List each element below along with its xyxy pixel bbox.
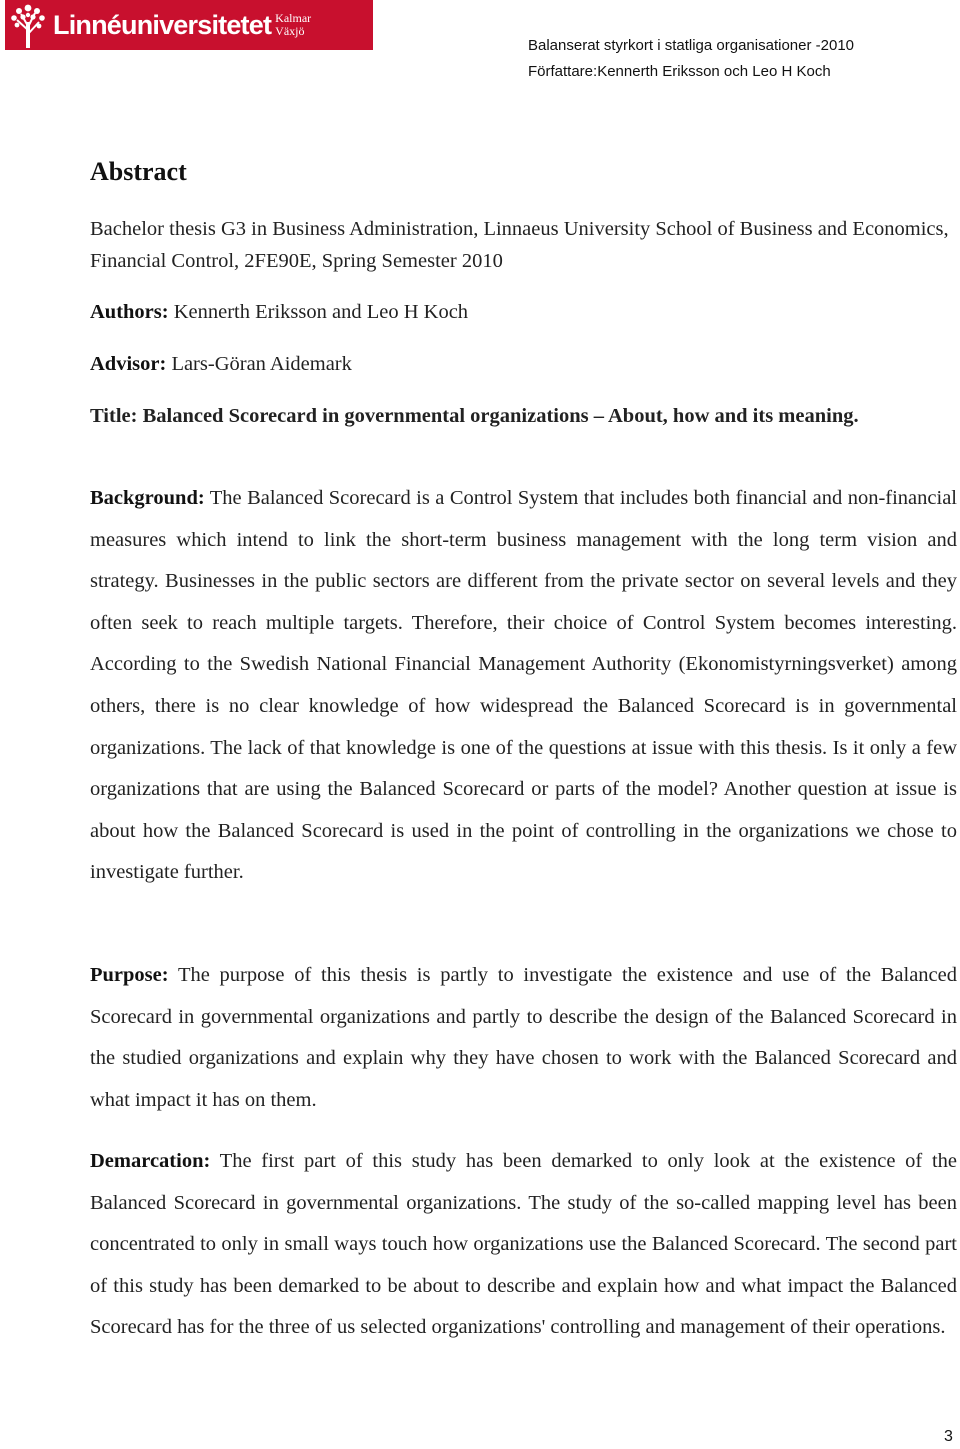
purpose-paragraph [90,955,957,1121]
demarcation-label: Demarcation: [90,1150,211,1172]
running-title: Balanserat styrkort i statliga organisationer -2010 [528,37,855,54]
running-header [528,33,854,85]
logo-city-kalmar: Kalmar [275,11,312,25]
background-text: The Balanced Scorecard is a Control System that includes both financial and non-financial measures which intend to link the short-term business management with the long term vision and strategy. Businesses in the public sectors are different from the private sector on several levels and they often seek to reach multiple targets. Therefore, their choice of Control System becomes interesting. According to the Swedish National Financial Management Authority (Ekonomistyrningsverket) among others, there is no clear knowledge of how widespread the Balanced Scorecard is in governmental organizations. The lack of that knowledge is one of the questions at issue with this thesis. Is it only a few organizations that are using the Balanced Scorecard or parts of the model? Another question at issue is about how the Balanced Scorecard is used in the point of controlling in the organizations we chose to investigate further. [90,487,957,884]
logo-city-vaxjo: Växjö [275,24,305,38]
demarcation-text: The first part of this study has been demarked to only look at the existence of the Balanced Scorecard in governmental organizations. The study of the so-called mapping level has been concentrated to only in small ways touch how organizations use the Balanced Scorecard. The second part of this study has been demarked to be about to describe and explain how and what impact the Balanced Scorecard has for the three of us selected organizations' controlling and management of their operations. [90,1150,957,1339]
university-logo [5,0,373,50]
running-authors: Författare:Kennerth Eriksson och Leo H Koch [528,63,831,80]
advisor-value: Lars-Göran Aidemark [171,353,352,375]
thesis-title-line [90,400,957,432]
background-label: Background: [90,487,205,509]
logo-wordmark: Linnéuniversitetet [53,9,272,40]
title-value: Balanced Scorecard in governmental organizations – About, how and its meaning. [142,405,859,427]
title-label: Title: [90,405,138,427]
abstract-heading: Abstract [90,157,187,186]
background-paragraph [90,478,957,894]
page-number: 3 [944,1428,953,1445]
authors-label: Authors: [90,301,169,323]
advisor-label: Advisor: [90,353,167,375]
authors-value: Kennerth Eriksson and Leo H Koch [173,301,469,323]
advisor-line [90,348,957,380]
logo-cities [275,12,311,38]
demarcation-paragraph [90,1141,957,1349]
purpose-text: The purpose of this thesis is partly to investigate the existence and use of the Balanced Scorecard in governmental organizations and partly to describe the design of the Balanced Scorecard in the studied organizations and explain why they have chosen to work with the Balanced Scorecard and what impact it has on them. [90,964,957,1111]
purpose-label: Purpose: [90,964,169,986]
authors-line [90,296,957,328]
thesis-description: Bachelor thesis G3 in Business Administration, Linnaeus University School of Business and Economics, Financial Control, 2FE90E, Spring Semester 2010 [90,218,949,272]
tree-logo-icon [5,0,51,50]
